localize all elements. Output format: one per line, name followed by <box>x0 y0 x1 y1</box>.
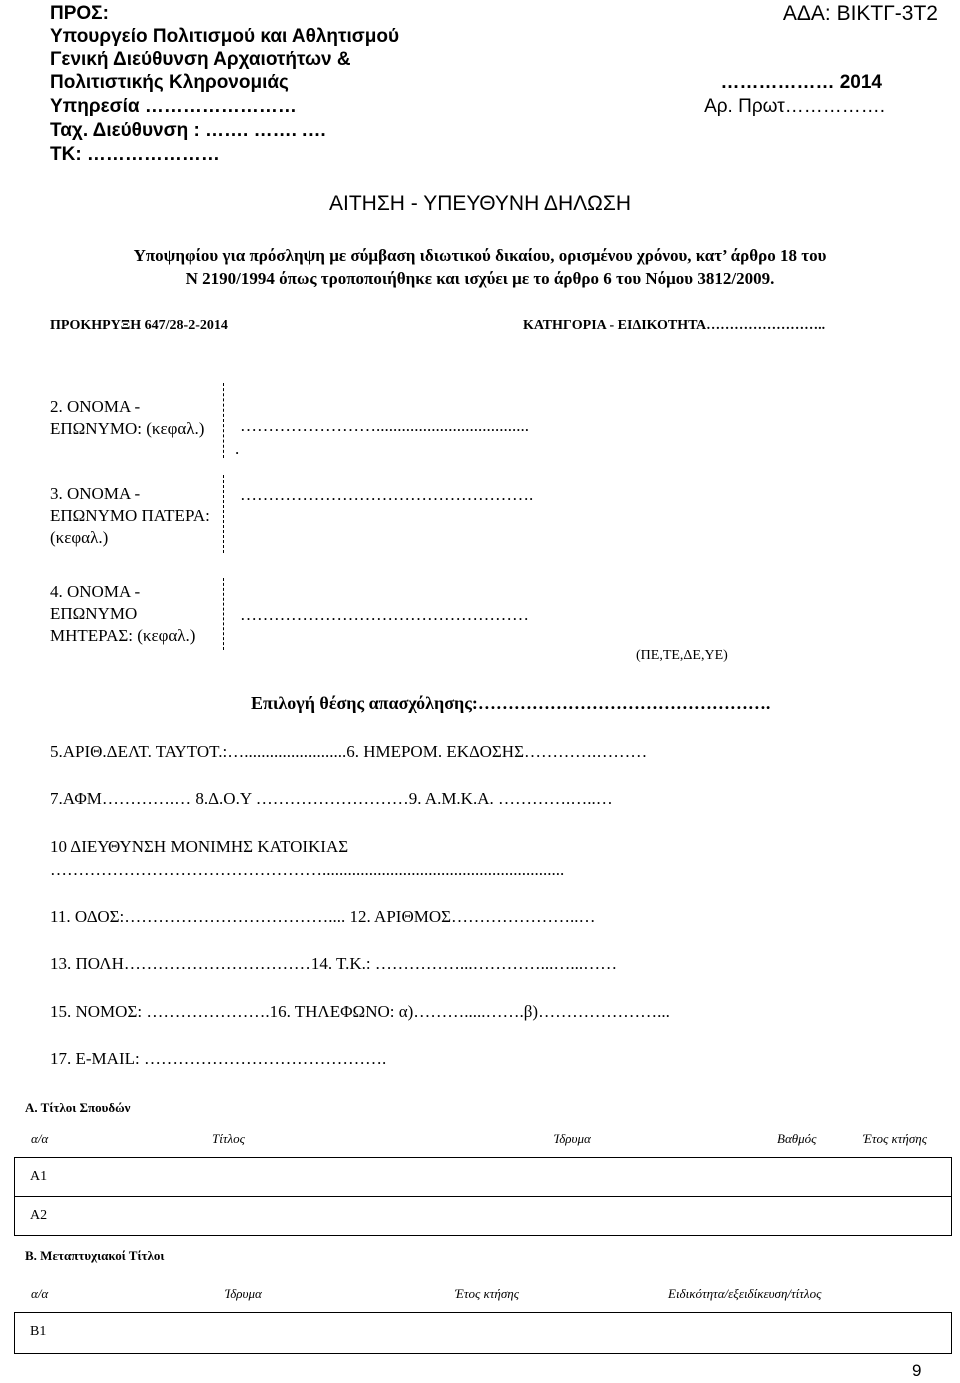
postgrad-table <box>14 1312 952 1354</box>
date-field: ……………… 2014 <box>720 72 882 93</box>
address-line[interactable]: …………………………………………......................................................... <box>50 860 565 879</box>
father-name-label-1: 3. ΟΝΟΜΑ - <box>50 484 141 503</box>
intro-line-2: Ν 2190/1994 όπως τροποποιήθηκε και ισχύει με το άρθρο 6 του Νόμου 3812/2009. <box>185 269 775 288</box>
full-name-value[interactable]: …………………….................................... <box>240 416 529 435</box>
full-name-value-cont: . <box>235 439 240 458</box>
directorate-name-cont: Πολιτιστικής Κληρονομιάς <box>50 72 289 93</box>
row-divider <box>14 1196 952 1197</box>
mother-name-value[interactable]: …………………………………………… <box>240 605 529 624</box>
col-title: Τίτλος <box>212 1131 245 1146</box>
col-aa: α/α <box>31 1286 49 1301</box>
prefecture-phone-field[interactable]: 15. ΝΟΜΟΣ: ………………….16. ΤΗΛΕΦΩΝΟ: α)……….....…….β)…………………... <box>50 1002 670 1021</box>
table-row[interactable]: Α2 <box>30 1208 48 1223</box>
mother-name-label-2: ΕΠΩΝΥΜΟ <box>50 604 138 623</box>
col-grade: Βαθμός <box>777 1131 817 1146</box>
page-number: 9 <box>912 1361 922 1380</box>
col-specialty: Ειδικότητα/εξειδίκευση/τίτλος <box>668 1286 822 1301</box>
section-b-title: Β. Μεταπτυχιακοί Τίτλοι <box>25 1248 165 1263</box>
table-row[interactable]: Α1 <box>30 1169 48 1184</box>
section-a-title: Α. Τίτλοι Σπουδών <box>25 1100 131 1115</box>
postal-code-field: ΤΚ: ………………… <box>50 144 220 165</box>
protocol-number: Αρ. Πρωτ……………. <box>704 96 885 117</box>
document-title: ΑΙΤΗΣΗ - ΥΠΕΥΘΥΝΗ ΔΗΛΩΣΗ <box>328 192 631 215</box>
rank-note: (ΠΕ,ΤΕ,ΔΕ,ΥΕ) <box>636 648 728 663</box>
field-divider <box>223 578 224 650</box>
father-name-value[interactable]: ……………………………………………. <box>240 485 534 504</box>
service-field: Υπηρεσία …………………… <box>50 96 297 117</box>
id-card-field[interactable]: 5.ΑΡΙΘ.ΔΕΛΤ. ΤΑΥΤΟΤ.:…........................6. ΗΜΕΡΟΜ. ΕΚΔΟΣΗΣ………….……… <box>50 742 648 761</box>
email-field[interactable]: 17. E-MAIL: ……………………………………. <box>50 1049 387 1068</box>
ada-code: ΑΔΑ: ΒΙΚΤΓ-3Τ2 <box>782 2 938 25</box>
full-name-label-1: 2. ΟΝΟΜΑ - <box>50 397 141 416</box>
col-year: Έτος κτήσης <box>455 1286 519 1301</box>
street-field[interactable]: 11. ΟΔΟΣ:……………………………….... 12. ΑΡΙΘΜΟΣ…………………..… <box>50 907 596 926</box>
address-heading: 10 ΔΙΕΥΘΥΝΣΗ ΜΟΝΙΜΗΣ ΚΑΤΟΙΚΙΑΣ <box>50 837 349 856</box>
ministry-name: Υπουργείο Πολιτισμού και Αθλητισμού <box>50 26 400 47</box>
city-field[interactable]: 13. ΠΟΛΗ……………………………14. Τ.Κ.: ……………...…………...…...…… <box>50 954 618 973</box>
mother-name-label-1: 4. ΟΝΟΜΑ - <box>50 582 141 601</box>
to-label: ΠΡΟΣ: <box>50 3 109 24</box>
category-specialty: ΚΑΤΗΓΟΡΙΑ - ΕΙΔΙΚΟΤΗΤΑ…………………….. <box>523 318 826 333</box>
mother-name-label-3: ΜΗΤΕΡΑΣ: (κεφαλ.) <box>50 626 196 645</box>
full-name-label-2: ΕΠΩΝΥΜΟ: (κεφαλ.) <box>50 419 205 438</box>
intro-line-1: Υποψηφίου για πρόσληψη με σύμβαση ιδιωτικού δικαίου, ορισμένου χρόνου, κατ’ άρθρο 18 του <box>133 246 827 265</box>
field-divider <box>223 383 224 458</box>
father-name-label-3: (κεφαλ.) <box>50 528 109 547</box>
field-divider <box>223 475 224 553</box>
directorate-name: Γενική Διεύθυνση Αρχαιοτήτων & <box>50 49 351 70</box>
col-year: Έτος κτήσης <box>863 1131 927 1146</box>
col-institution: Ίδρυμα <box>225 1286 262 1301</box>
table-row[interactable]: Β1 <box>30 1324 47 1339</box>
address-field: Ταχ. Διεύθυνση : ……. ……. .… <box>50 120 327 141</box>
col-institution: Ίδρυμα <box>554 1131 591 1146</box>
father-name-label-2: ΕΠΩΝΥΜΟ ΠΑΤΕΡΑ: <box>50 506 210 525</box>
position-choice[interactable]: Επιλογή θέσης απασχόλησης:…………………………………………. <box>251 693 771 713</box>
announcement-number: ΠΡΟΚΗΡΥΞΗ 647/28-2-2014 <box>50 318 228 333</box>
col-aa: α/α <box>31 1131 49 1146</box>
tax-ids-field[interactable]: 7.ΑΦΜ………….… 8.Δ.Ο.Υ ………………………9. Α.Μ.Κ.Α. ………….…..… <box>50 789 613 808</box>
